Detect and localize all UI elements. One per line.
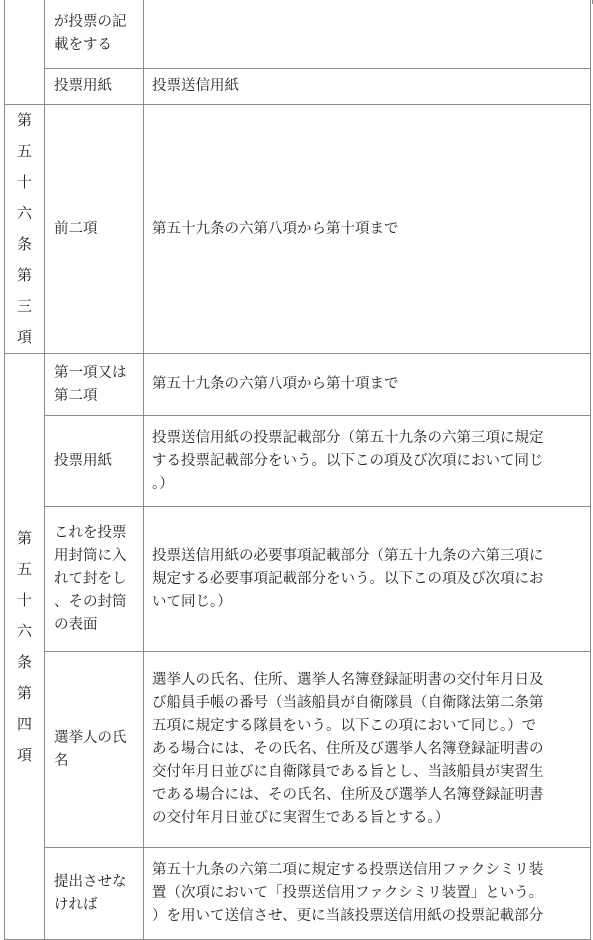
replacement-cell: 選挙人の氏名、住所、選挙人名簿登録証明書の交付年月日及 び船員手帳の番号（当該船員が自衛隊員（自衛隊法第二条第 五項に規定する隊員をいう。以下この項において同じ。）で ある場合には、その氏名、住所及び選挙人名簿登録証明書の 交付年月日並びに自衛隊員である旨とし、当該船員が実習生 である場合には、その氏名、住所及び選挙人名簿登録証明書 の交付年月日並びに実習生である旨とする。）: [144, 652, 591, 848]
article-label-56-4: 第五十六条第四項: [16, 528, 32, 764]
replacement-cell: 第五十九条の六第八項から第十項まで: [144, 354, 591, 416]
replacement-cell: 第五十九条の六第二項に規定する投票送信用ファクシミリ装 置（次項において「投票送信用ファクシミリ装置」という。 ）を用いて送信させ、更に当該投票送信用紙の投票記載部分: [144, 848, 591, 940]
table-row: [5, 848, 591, 940]
replacement-cell: 第五十九条の六第八項から第十項まで: [144, 105, 591, 354]
replacement-cell: 投票送信用紙: [144, 69, 591, 105]
table-row: [5, 0, 591, 69]
term-cell: 選挙人の氏 名: [45, 652, 144, 848]
term-cell: 投票用紙: [45, 416, 144, 507]
article-cell-previous: [5, 0, 45, 105]
article-label-56-3: 第五十六条第三項: [16, 111, 32, 346]
replacement-cell: [144, 0, 591, 69]
term-cell: これを投票 用封筒に入 れて封をし 、その封筒 の表面: [45, 507, 144, 652]
term-cell: 提出させな ければ: [45, 848, 144, 940]
article-cell-56-4: [5, 354, 45, 940]
table-row: [5, 652, 591, 848]
term-cell: が投票の記 載をする: [45, 0, 144, 69]
table-row: [5, 69, 591, 105]
table-row: [5, 354, 591, 416]
term-cell: 前二項: [45, 105, 144, 354]
term-cell: 第一項又は 第二項: [45, 354, 144, 416]
replacement-cell: 投票送信用紙の必要事項記載部分（第五十九条の六第三項に 規定する必要事項記載部分をいう。以下この項及び次項にお いて同じ。）: [144, 507, 591, 652]
law-reading-table: [4, 0, 591, 940]
table-row: [5, 507, 591, 652]
article-cell-56-3: [5, 105, 45, 354]
table-row: [5, 105, 591, 354]
term-cell: 投票用紙: [45, 69, 144, 105]
table-row: [5, 416, 591, 507]
replacement-cell: 投票送信用紙の投票記載部分（第五十九条の六第三項に規定 する投票記載部分をいう。以下この項及び次項において同じ 。）: [144, 416, 591, 507]
